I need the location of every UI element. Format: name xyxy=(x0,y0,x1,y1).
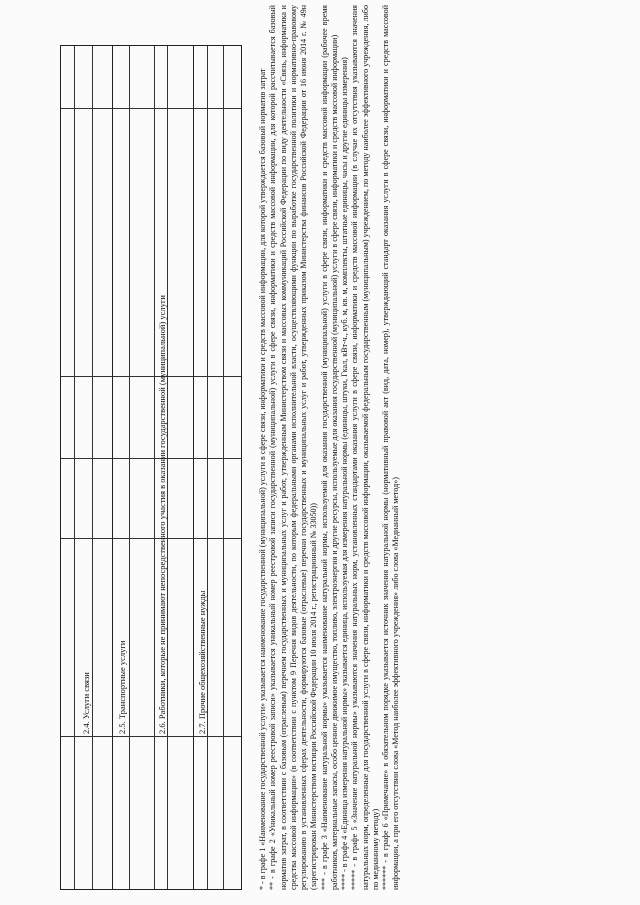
table-row-line xyxy=(129,46,130,889)
table-row-label: 2.7. Прочие общехозяйственные нужды xyxy=(197,590,207,734)
table-row-line xyxy=(167,46,168,889)
table-row-line xyxy=(74,46,75,889)
footnotes xyxy=(258,5,402,890)
table-row-line xyxy=(154,46,155,889)
table-row-label: 2.6. Работники, которые не принимают непосредственного участия в оказании государственной (муниципальной) услуги xyxy=(157,295,167,734)
footnote: ** - в графе 2 «Уникальный номер реестровой записи» указывается уникальный номер реестровой записи государственной (муниципальной) услуги в сфере связи, информатики и средств массовой информации, для которой рассчитывается базовый норматив затрат, в соответствии с базовым (отраслевым) перечнем государственных и муниципальных услуг и работ, утвержденным Министерством связи и массовых коммуникаций Российской Федерации по виду деятельности «Связь, информатика и средства массовой информации» (в соответствии с пунктом 9 Перечня видов деятельности, по которым федеральными органами исполнительной власти, осуществляющими функции по выработке государственной политики и нормативно-правовому регулированию в установленных сферах деятельности, формируются базовые (отраслевые) перечни государственных и муниципальных услуг и работ, утвержденных приказом Министерства финансов Российской Федерации от 16 июня 2014 г. № 49н (зарегистрирован Министерством юстиции Российской Федерации 10 июля 2014 г., регистрационный № 33050)) xyxy=(268,5,319,890)
table-row-line xyxy=(112,46,113,889)
footnote: * - в графе 1 «Наименование государственной услуги» указывается наименование государственной (муниципальной) услуги в сфере связи, информатики и средств массовой информации, для которой утверждается базовый норматив затрат xyxy=(258,68,267,890)
table-row-line xyxy=(223,46,224,889)
table-row-line xyxy=(92,46,93,889)
table-column-line xyxy=(61,458,241,459)
footnote: ***** - в графе 5 «Значение натуральной нормы» указываются значения натуральных норм, установленных стандартами оказания услуги в сфере связи, информатики и средств массовой информации (в случае их отсутствия указываются значения натуральных норм, определенные для государственной услуги в сфере связи, информатики и средств массовой информации, оказываемой федеральным государственным (муниципальным) учреждением, по методу наиболее эффективного учреждения, либо по медианному методу) xyxy=(350,5,380,890)
table-row-line xyxy=(207,46,208,889)
norms-table xyxy=(60,45,242,890)
table-row-label: 2.5. Транспортные услуги xyxy=(117,640,127,734)
table-column-line xyxy=(61,376,241,377)
footnote: **** - в графе 4 «Единица измерения натуральной нормы» указывается единица, используемая для измерения натуральной нормы (единицы, штуки, Гкал, кВт-ч., куб. м, кв. м, комплекты, штатные единицы, часы и другие единицы измерения) xyxy=(340,57,349,890)
table-column-line xyxy=(61,538,241,539)
table-column-line xyxy=(61,108,241,109)
table-row-line xyxy=(193,46,194,889)
table-row-label: 2.4. Услуги связи xyxy=(81,672,91,734)
table-column-line xyxy=(61,736,241,737)
footnote: ****** - в графе 6 «Примечание» в обязательном порядке указывается источник значения натуральной нормы (нормативный правовой акт (вид, дата, номер), утверждающий стандарт оказания услуги в сфере связи, информатики и средств массовой информации, а при его отсутствии слова «Метод наиболее эффективного учреждения» либо слова «Медианный метод») xyxy=(381,5,401,890)
footnote: *** - в графе 3 «Наименование натуральной нормы» указывается наименование натуральной нормы, используемой для оказания государственной (муниципальной) услуги в сфере связи, информатики и средств массовой информации (рабочее время работников, материальные запасы, особо ценное движимое имущество, топливо, электроэнергия и другие ресурсы, используемые для оказания государственной (муниципальной) услуги в сфере связи, информатики и средств массовой информации) xyxy=(319,5,339,890)
